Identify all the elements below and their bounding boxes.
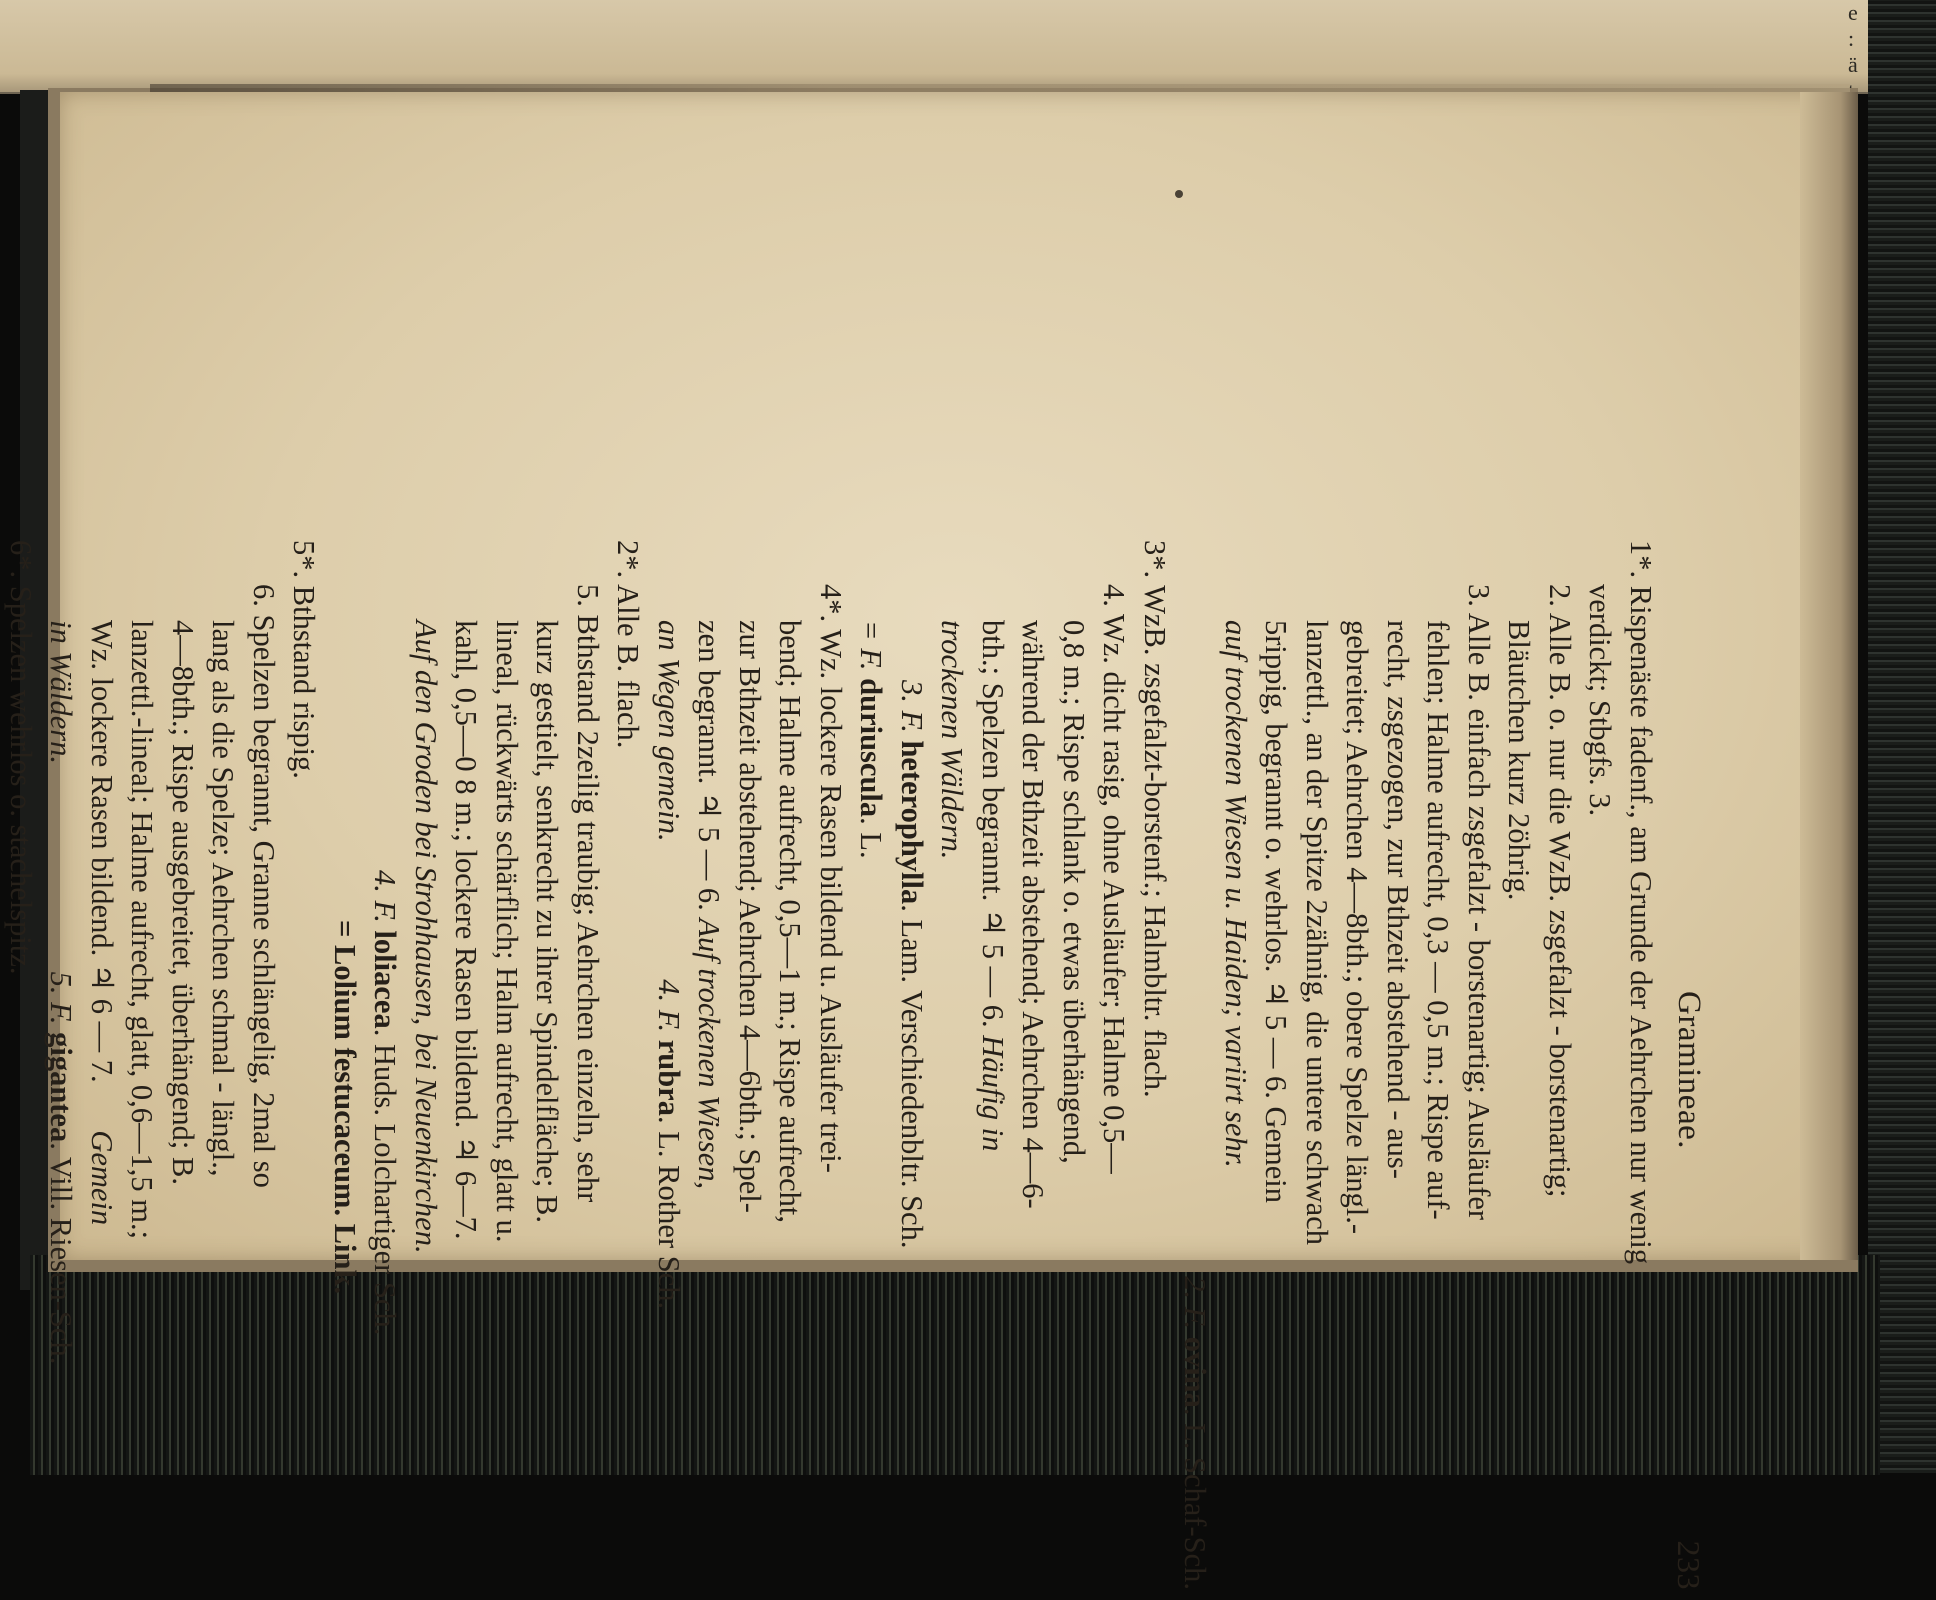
genus-abbrev: 5. F. [44,971,79,1025]
habitat-note: Häufig in [976,1035,1010,1152]
text-line: lanzettl.-lineal; Halme aufrecht, glatt, 0,6—1,5 m.; [125,620,160,1240]
text-line [82,540,123,1600]
text-line [973,540,1014,1600]
habitat-note: in Wäldern. [44,620,79,765]
text-line: 4. Wz. dicht rasig, ohne Ausläufer; Halme 0,5— [1097,584,1132,1174]
text-line: 2*. Alle B. flach. [611,540,646,749]
species-author: . Vill. Riesen-Sch. [44,1142,79,1365]
text-line: Bläutchen kurz 2öhrig. [1502,620,1537,901]
text-line: Auf den Groden bei Strohhausen, bei Neuenkirchen. [409,620,443,1254]
text-segment: bth.; Spelzen begrannt. ♃ 5 — 6. [976,620,1010,1028]
text-line: 5*. Bthstand rispig. [287,540,322,779]
text-line: 0,8 m.; Rispe schlank o. etwas überhängend, [1057,620,1091,1164]
text-line: kahl, 0,5—0 8 m.; lockere Rasen bildend. ♃ 6—7. [449,620,484,1240]
key-text [1,540,1662,1600]
rotated-text-block [4,540,1725,1600]
species-name: heterophylla [895,740,929,905]
habitat-note: Gemein [85,1130,119,1226]
previous-page-edge [0,0,1870,94]
species-name: loliacea [368,930,403,1029]
text-line: auf trockenen Wiesen u. Haiden; variirt sehr. [1219,620,1253,1168]
species-author: . Huds. Lolchartiger Sch. [368,1028,403,1336]
species-line [1175,540,1216,1600]
species-name: rubra [652,1039,686,1116]
species-name: duriuscula [854,678,889,818]
text-line: 2. Alle B. o. nur die WzB. zsgefalzt - borstenartig; [1543,584,1577,1198]
habitat-note: Auf trockenen Wiesen, [692,918,727,1190]
species-line [892,540,933,1600]
text-line: fehlen; Halme aufrecht, 0,3 — 0,5 m.; Rispe auf- [1421,620,1456,1220]
species-name: ovina [1178,1336,1213,1408]
text-line: 6. Spelzen begrannt, Granne schlängelig, 2mal so [247,584,281,1188]
text-line: 5rippig, begrannt o. wehrlos. ♃ 5 — 6. Gemein [1259,620,1294,1204]
text-line: während der Bthzeit abstehend; Aehrchen 4—6- [1016,620,1051,1209]
page-speck [1175,190,1183,198]
text-line: bend; Halme aufrecht, 0,5—1 m.; Rispe aufrecht, [773,620,808,1224]
previous-page-letters: e : ä [1848,0,1858,77]
text-line: zur Bthzeit abstehend; Aehrchen 4—6bth.; Spel- [733,620,767,1213]
text-line: kurz gestielt, senkrecht zu ihrer Spindelfläche; B. [530,620,565,1224]
text-segment: Wz. lockere Rasen bildend. ♃ 6 — 7. [85,620,119,1083]
page-number: 233 [1671,1540,1707,1590]
habitat-note: an Wegen gemein. [652,620,686,842]
species-line [365,540,406,1600]
running-header [1661,540,1725,1600]
text-segment: zen begrannt. ♃ 5 — 6. [692,620,727,911]
text-line: 6*. Spelzen wehrlos o. stachelspitz. [4,540,38,975]
genus-abbrev: 4. F. [368,870,403,923]
text-line: 4—8bth.; Rispe ausgebreitet, überhängend; B. [166,620,200,1185]
species-line [41,540,82,1600]
species-author: . Lam. Verschiedenbltr. Sch. [895,904,929,1249]
text-line: verdickt; Stbgfs. 3. [1583,584,1618,817]
text-line: lang als die Spelze; Aehrchen schmal - längl., [206,620,241,1177]
species-author: . L. Schaf-Sch. [1178,1407,1213,1590]
species-line [649,540,690,1600]
page-top-streak [150,84,1850,92]
genus-abbrev: = F. [854,620,889,671]
text-line: 3. Alle B. einfach zsgefalzt - borstenartig; Ausläufer [1462,584,1496,1221]
text-line: gebreitet; Aehrchen 4—8bth.; obere Spelze längl.- [1340,620,1375,1235]
genus-abbrev: 4. F. [652,979,686,1033]
text-line: lineal, rückwärts schärflich; Halm aufrecht, glatt u. [490,620,524,1243]
text-line: 1*. Rispenäste fadenf., am Grunde der Aehrchen nur wenig [1624,540,1658,1265]
synonym-line: = Lolium festucaceum. Link. [328,920,362,1295]
text-line: lanzettl., an der Spitze 2zähnig, die untere schwach [1300,620,1334,1245]
genus-abbrev: 3. F. [895,680,929,733]
text-line: 3*. WzB. zsgefalzt-borstenf.; Halmbltr. flach. [1138,540,1172,1098]
genus-abbrev: 2. F. [1178,1276,1213,1330]
species-name: gigantea [44,1032,79,1143]
species-author: . L. [854,817,889,859]
page-gutter [1800,92,1858,1260]
text-line [689,540,730,1600]
header-title: Gramineae. [1671,991,1707,1149]
text-line: recht, zsgezogen, zur Bthzeit abstehend - aus- [1381,620,1415,1179]
cloth-spine [1868,0,1936,1473]
text-line: 4*. Wz. lockere Rasen bildend u. Ausläufer trei- [814,584,848,1173]
text-line: trockenen Wäldern. [935,620,970,860]
synonym-line [851,540,892,1600]
text-line: 5. Bthstand 2zeilig traubig; Aehrchen einzeln, sehr [571,584,605,1203]
species-author: . L. Rother Sch. [652,1115,686,1310]
